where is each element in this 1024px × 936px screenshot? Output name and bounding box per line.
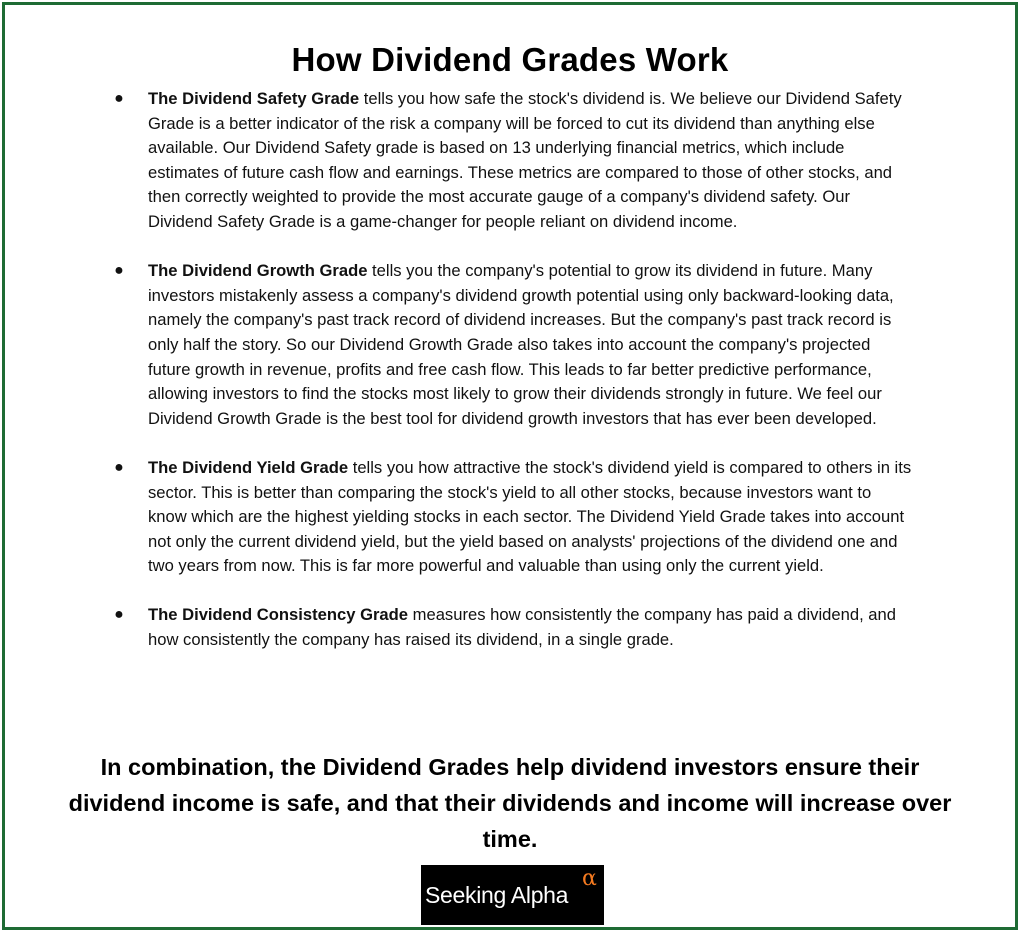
grade-item-consistency — [113, 603, 913, 652]
grade-name: The Dividend Consistency Grade — [148, 605, 409, 625]
logo-wordmark: Seeking Alpha — [425, 882, 569, 908]
seeking-alpha-logo — [421, 865, 604, 925]
alpha-icon: α — [582, 866, 597, 891]
grade-name: The Dividend Growth Grade — [148, 261, 368, 281]
grade-item-safety — [113, 87, 913, 235]
grade-list — [113, 87, 913, 677]
grade-name: The Dividend Yield Grade — [148, 457, 349, 477]
grade-description: measures how consistently the company has paid a dividend, and how consistently the company has raised its dividend, in a single grade. — [148, 605, 896, 650]
grade-description: tells you the company's potential to grow its dividend in future. Many investors mistakenly assess a company's dividend growth potential using only backward-looking data, namely the company's past track record of dividend increases. But the company's past track record is only half the story. So our Dividend Growth Grade also takes into account the company's projected future growth in revenue, profits and free cash flow. This leads to far better predictive performance, allowing investors to find the stocks most likely to grow their dividends strongly in future. We feel our Dividend Growth Grade is the best tool for dividend growth investors that has ever been developed. — [148, 261, 894, 428]
grade-item-growth — [113, 259, 913, 431]
grade-item-yield — [113, 456, 913, 579]
summary-statement: In combination, the Dividend Grades help dividend investors ensure their dividend income is safe, and that their dividends and income will increase over time. — [68, 754, 952, 852]
bullet-icon: ● — [114, 90, 124, 107]
grade-description: tells you how attractive the stock's dividend yield is compared to others in its sector. This is better than comparing the stock's yield to all other stocks, because investors want to know which are the highest yielding stocks in each sector. The Dividend Yield Grade takes into account not only the current dividend yield, but the yield based on analysts' projections of the dividend one and two years from now. This is far more powerful and valuable than using only the current yield. — [148, 457, 912, 576]
grade-name: The Dividend Safety Grade — [148, 89, 360, 108]
page-frame — [2, 2, 1018, 930]
bullet-icon: ● — [114, 606, 124, 624]
grade-description: tells you how safe the stock's dividend is. We believe our Dividend Safety Grade is a better indicator of the risk a company will be forced to cut its dividend than anything else available. Our Dividend Safety grade is based on 13 underlying financial metrics, which include estimates of future cash flow and earnings. These metrics are compared to those of other stocks, and then correctly weighted to provide the most accurate gauge of a company's dividend safety. Our Dividend Safety Grade is a game-changer for people reliant on dividend income. — [148, 89, 902, 231]
page-title: How Dividend Grades Work — [291, 41, 729, 78]
bullet-icon: ● — [114, 458, 124, 476]
bullet-icon: ● — [114, 262, 124, 280]
